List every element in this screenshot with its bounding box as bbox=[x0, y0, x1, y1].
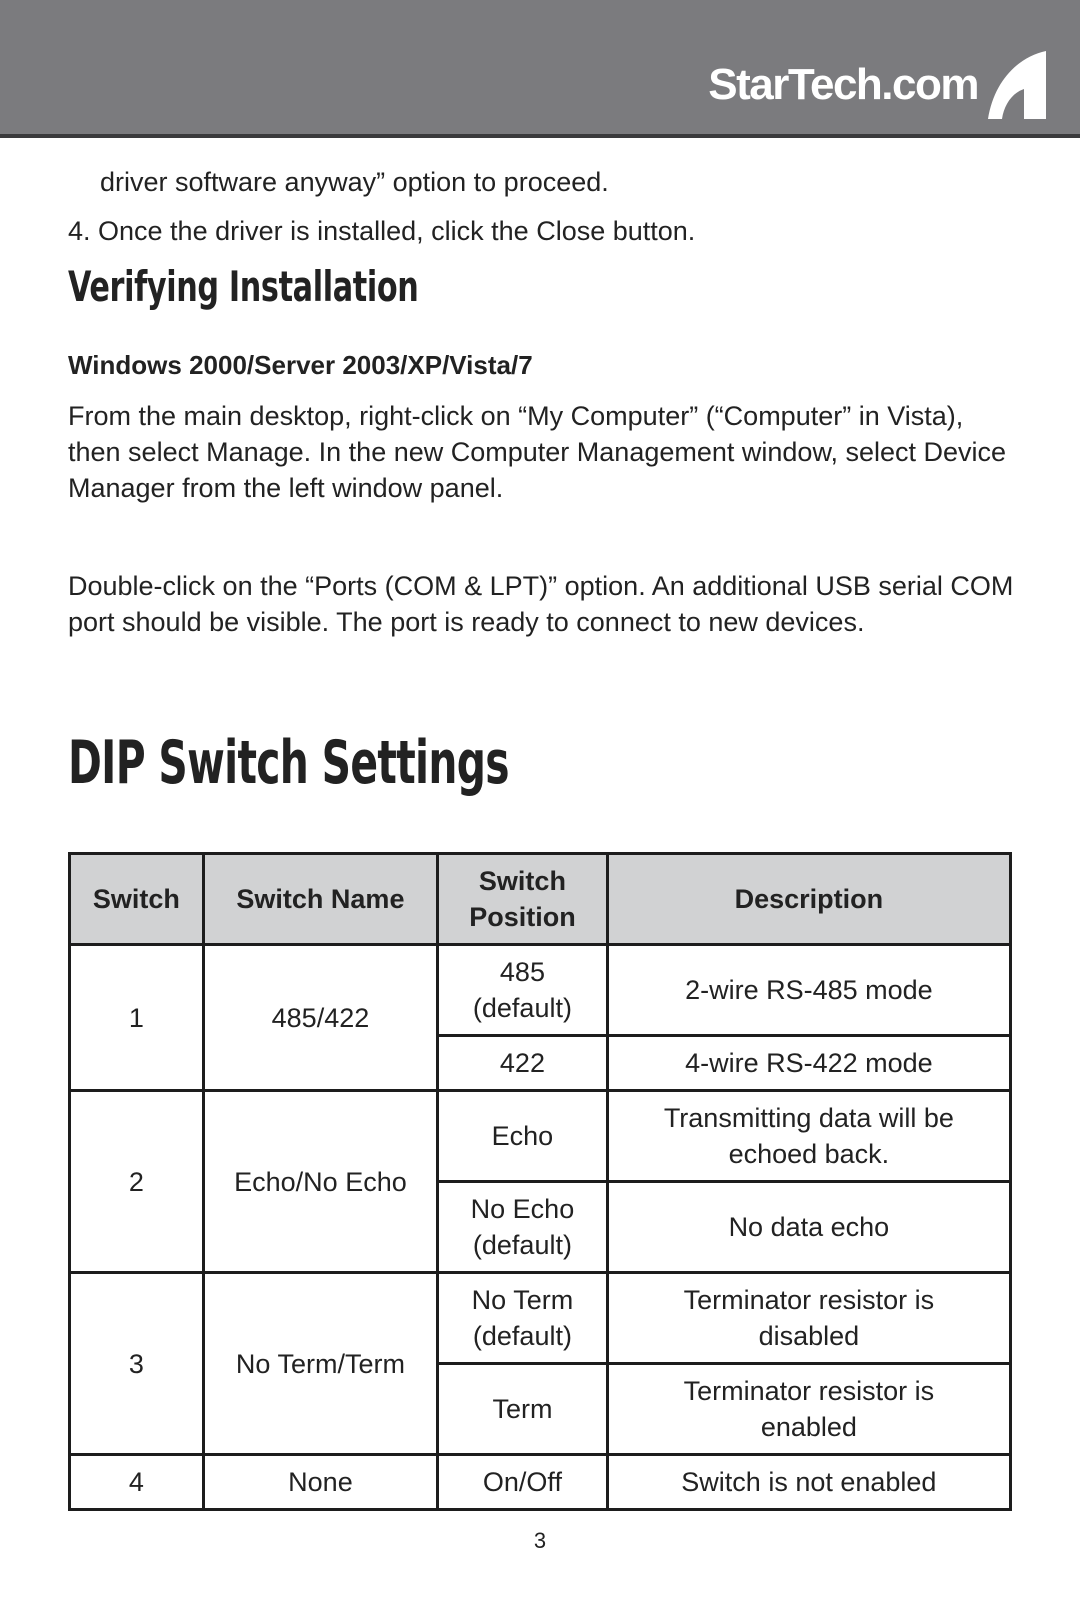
switch-number-cell: 4 bbox=[70, 1455, 204, 1510]
os-subheading: Windows 2000/Server 2003/XP/Vista/7 bbox=[68, 350, 533, 380]
description-cell: No data echo bbox=[607, 1182, 1010, 1273]
table-row bbox=[70, 945, 1011, 1036]
switch-number-cell: 3 bbox=[70, 1273, 204, 1455]
description-cell bbox=[607, 1273, 1010, 1364]
switch-position-cell bbox=[438, 1273, 608, 1364]
table-row bbox=[70, 1091, 1011, 1182]
verifying-installation-heading: Verifying Installation bbox=[68, 262, 419, 311]
description-cell bbox=[607, 1364, 1010, 1455]
description-line: echoed back. bbox=[728, 1139, 890, 1169]
description-cell: 4-wire RS-422 mode bbox=[607, 1036, 1010, 1091]
switch-position-cell: 422 bbox=[438, 1036, 608, 1091]
description-line: enabled bbox=[760, 1412, 857, 1442]
switch-position-cell: On/Off bbox=[438, 1455, 608, 1510]
description-line: Terminator resistor is bbox=[683, 1285, 935, 1315]
startech-logo bbox=[708, 50, 1048, 120]
dip-switch-heading: DIP Switch Settings bbox=[68, 728, 509, 798]
table-row bbox=[70, 1455, 1011, 1510]
dip-switch-table bbox=[68, 852, 1012, 1511]
table-row bbox=[70, 1273, 1011, 1364]
verify-paragraph-1: From the main desktop, right-click on “My Computer” (“Computer” in Vista), then select Manage. In the new Computer Management window, select Device Manager from the left window panel. bbox=[68, 401, 1007, 503]
header-switch: Switch bbox=[70, 854, 204, 945]
position-line: (default) bbox=[472, 993, 572, 1023]
verify-paragraph-2: Double-click on the “Ports (COM & LPT)” option. An additional USB serial COM port should be visible. The port is ready to connect to new devices. bbox=[68, 571, 1014, 637]
header-switch-name: Switch Name bbox=[203, 854, 437, 945]
position-line: (default) bbox=[472, 1230, 572, 1260]
page-number: 3 bbox=[533, 1528, 547, 1553]
switch-name-cell: 485/422 bbox=[203, 945, 437, 1091]
position-line: No Term bbox=[471, 1285, 574, 1315]
header-position-line1: Switch bbox=[478, 866, 566, 896]
header-description: Description bbox=[607, 854, 1010, 945]
switch-name-cell: Echo/No Echo bbox=[203, 1091, 437, 1273]
description-line: disabled bbox=[758, 1321, 860, 1351]
switch-position-cell bbox=[438, 1182, 608, 1273]
header-switch-position bbox=[438, 854, 608, 945]
description-line: Transmitting data will be bbox=[663, 1103, 954, 1133]
position-line: 485 bbox=[499, 957, 545, 987]
step-4-text: 4. Once the driver is installed, click the Close button. bbox=[68, 216, 696, 246]
switch-position-cell: Echo bbox=[438, 1091, 608, 1182]
position-line: No Echo bbox=[470, 1194, 575, 1224]
description-cell: 2-wire RS-485 mode bbox=[607, 945, 1010, 1036]
switch-position-cell: Term bbox=[438, 1364, 608, 1455]
table-header-row bbox=[70, 854, 1011, 945]
switch-number-cell: 2 bbox=[70, 1091, 204, 1273]
header-position-line2: Position bbox=[469, 902, 576, 932]
switch-number-cell: 1 bbox=[70, 945, 204, 1091]
page-header bbox=[0, 0, 1080, 138]
switch-name-cell: None bbox=[203, 1455, 437, 1510]
logo-swoosh-icon bbox=[984, 51, 1048, 119]
description-cell: Switch is not enabled bbox=[607, 1455, 1010, 1510]
position-line: (default) bbox=[472, 1321, 572, 1351]
description-line: Terminator resistor is bbox=[683, 1376, 935, 1406]
continued-step-text: driver software anyway” option to proceed. bbox=[100, 167, 609, 197]
description-cell bbox=[607, 1091, 1010, 1182]
switch-position-cell bbox=[438, 945, 608, 1036]
switch-name-cell: No Term/Term bbox=[203, 1273, 437, 1455]
logo-text: StarTech.com bbox=[708, 60, 978, 109]
